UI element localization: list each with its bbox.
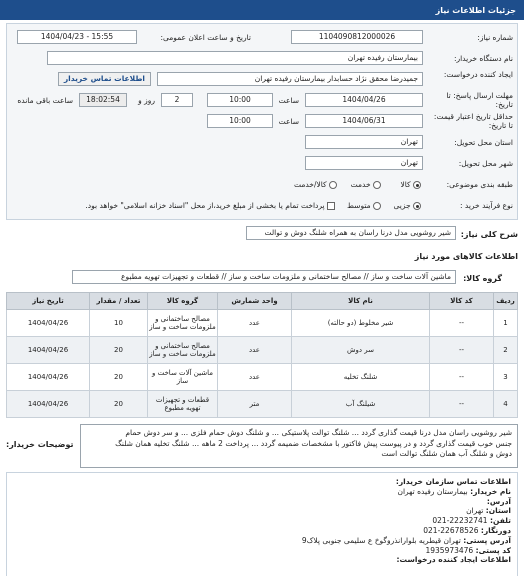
row-category <box>11 174 513 195</box>
remaining-time-field: 18:02:54 <box>79 93 127 107</box>
treasury-checkbox[interactable] <box>327 202 335 210</box>
treasury-option[interactable] <box>85 201 335 210</box>
process-medium-radio[interactable] <box>373 202 381 210</box>
cell-date: 1404/04/26 <box>7 391 90 418</box>
cell-index: 4 <box>494 391 518 418</box>
goods-section-header <box>6 250 518 264</box>
cell-code: -- <box>430 310 494 337</box>
row-buyer-name <box>11 48 513 69</box>
cell-name: سر دوش <box>292 337 430 364</box>
goods-table-wrap <box>6 292 518 418</box>
row-price-validity <box>11 111 513 132</box>
process-minor-radio[interactable] <box>413 202 421 210</box>
table-row[interactable] <box>7 310 518 337</box>
category-option-goods-service[interactable] <box>294 180 337 189</box>
cell-index: 2 <box>494 337 518 364</box>
col-name: نام کالا <box>292 293 430 310</box>
contact-panel <box>6 472 518 576</box>
cell-qty: 10 <box>90 310 148 337</box>
row-requester <box>11 69 513 90</box>
remaining-label: ساعت باقی مانده <box>17 96 73 105</box>
need-number-label: شماره نیاز: <box>477 33 513 42</box>
cell-group: قطعات و تجهیزات تهویه مطبوع <box>148 391 218 418</box>
cell-qty: 20 <box>90 337 148 364</box>
category-label: طبقه بندی موضوعی: <box>446 180 513 189</box>
response-deadline-label: مهلت ارسال پاسخ: تا تاریخ: <box>446 91 513 109</box>
general-desc-field[interactable]: شیر روشویی مدل درنا راسان به همراه شلنگ دوش و توالت <box>246 226 456 240</box>
table-header-row <box>7 293 518 310</box>
delivery-city-label: شهر محل تحویل: <box>458 159 513 168</box>
category-goods-service-radio[interactable] <box>329 181 337 189</box>
contact-phone-key: تلفن: <box>489 516 511 526</box>
general-desc-label: شرح کلی نیاز: <box>460 230 518 239</box>
price-validity-time-field[interactable]: 10:00 <box>207 114 273 128</box>
general-desc-section <box>6 224 518 246</box>
col-unit: واحد شمارش <box>218 293 292 310</box>
goods-group-label: گروه کالا: <box>463 274 502 283</box>
contact-postal-address-key: آدرس پستی: <box>463 535 511 545</box>
delivery-city-field[interactable]: تهران <box>305 156 423 170</box>
announce-datetime-field[interactable]: 1404/04/23 - 15:55 <box>17 30 137 44</box>
goods-group-row <box>6 268 518 290</box>
category-option-goods[interactable] <box>400 180 421 189</box>
cell-group: مصالح ساختمانی و ملزومات ساخت و ساز <box>148 310 218 337</box>
col-date: تاریخ نیاز <box>7 293 90 310</box>
category-goods-radio[interactable] <box>413 181 421 189</box>
cell-qty: 20 <box>90 364 148 391</box>
cell-date: 1404/04/26 <box>7 364 90 391</box>
treasury-note: پرداخت تمام یا بخشی از مبلغ خرید،از محل "اسناد خزانه اسلامی" خواهد بود. <box>85 201 325 210</box>
category-option-service[interactable] <box>351 180 381 189</box>
contact-phone-value: 021-22232741 <box>432 516 488 526</box>
delivery-province-field[interactable]: تهران <box>305 135 423 149</box>
cell-date: 1404/04/26 <box>7 310 90 337</box>
buyer-contact-button[interactable] <box>58 72 151 86</box>
cell-unit: متر <box>218 391 292 418</box>
contact-postal-code-value: 1935973476 <box>425 545 474 555</box>
buyer-notes-section <box>6 424 518 468</box>
cell-index: 3 <box>494 364 518 391</box>
contact-phone <box>13 516 511 526</box>
contact-address <box>13 497 511 507</box>
contact-fax-key: دورنگار: <box>480 525 511 535</box>
category-service-label: خدمت <box>350 180 371 189</box>
contact-postal-code <box>13 546 511 556</box>
col-group: گروه کالا <box>148 293 218 310</box>
row-response-deadline <box>11 90 513 111</box>
days-label: روز و <box>138 96 155 105</box>
page-header <box>0 0 524 20</box>
cell-group: ماشین آلات ساخت و ساز <box>148 364 218 391</box>
contact-postal-address-value: تهران قیطریه بلوارانذروگوخ ع سلیمی جنوبی پلاک9 <box>301 535 461 545</box>
table-row[interactable] <box>7 391 518 418</box>
goods-table <box>6 292 518 418</box>
cell-code: -- <box>430 391 494 418</box>
contact-name-key: نام خریدار: <box>470 486 511 496</box>
buyer-notes-line: شیر روشویی راسان مدل درنا قیمت گذاری گردد ... شلنگ توالت پلاستیکی ... و شلنگ دوش حمام فلزی ... و سر دوش حمام <box>125 428 512 437</box>
contact-postal-address <box>13 536 511 546</box>
category-goods-label: کالا <box>400 180 411 189</box>
purchase-process-label: نوع فرآیند خرید : <box>459 201 513 210</box>
buyer-name-label: نام دستگاه خریدار: <box>453 54 513 63</box>
announce-datetime-label: تاریخ و ساعت اعلان عمومی: <box>160 33 251 42</box>
goods-section-title: اطلاعات کالاهای مورد نیاز <box>414 252 518 261</box>
need-details-panel <box>6 23 518 220</box>
contact-address-key: آدرس: <box>486 496 511 506</box>
row-purchase-process <box>11 195 513 216</box>
cell-index: 1 <box>494 310 518 337</box>
cell-qty: 20 <box>90 391 148 418</box>
cell-group: مصالح ساختمانی و ملزومات ساخت و ساز <box>148 337 218 364</box>
buyer-notes-line: جنس خوب قیمت گذاری گردد و در پیوست پیش فاکتور با مشخصات ضمیمه گردد ... پرداخت 2 ماهه ... شلنگ تخلیه همان شلنگ <box>115 438 512 448</box>
contact-name-value: بیمارستان رفیده تهران <box>397 486 468 496</box>
col-index: ردیف <box>494 293 518 310</box>
cell-code: -- <box>430 364 494 391</box>
cell-code: -- <box>430 337 494 364</box>
buyer-notes-line: دوش و شلنگ آب همان شلنگ توالت است <box>381 449 512 458</box>
contact-buyer-name <box>13 487 511 497</box>
contact-fax-value: 021-22678526 <box>423 525 479 535</box>
buyer-notes-label: توضیحات خریدار: <box>6 440 74 449</box>
cell-name: شلنگ تخلیه <box>292 364 430 391</box>
cell-name: شیلنگ آب <box>292 391 430 418</box>
page-title: جزئیات اطلاعات نیاز <box>435 5 516 15</box>
response-time-field[interactable]: 10:00 <box>207 93 273 107</box>
requester-field[interactable]: جمیدرضا محقق نژاد حسابدار بیمارستان رفیده تهران <box>157 72 423 86</box>
response-time-label: ساعت <box>278 96 299 105</box>
buyer-name-field[interactable]: بیمارستان رفیده تهران <box>47 51 423 65</box>
process-medium-label: متوسط <box>347 201 371 210</box>
process-minor-label: جزیی <box>393 201 411 210</box>
delivery-province-label: استان محل تحویل: <box>454 138 513 147</box>
col-code: کد کالا <box>430 293 494 310</box>
creator-contact-title: اطلاعات ایجاد کننده درخواست: <box>396 555 511 565</box>
table-row[interactable] <box>7 337 518 364</box>
buyer-contact-button-label: اطلاعات تماس خریدار <box>63 74 145 83</box>
contact-province-key: استان: <box>485 506 511 516</box>
cell-unit: عدد <box>218 310 292 337</box>
cell-name: شیر مخلوط (دو حالته) <box>292 310 430 337</box>
cell-unit: عدد <box>218 364 292 391</box>
col-qty: تعداد / مقدار <box>90 293 148 310</box>
cell-date: 1404/04/26 <box>7 337 90 364</box>
category-service-radio[interactable] <box>373 181 381 189</box>
row-delivery-city <box>11 153 513 174</box>
cell-unit: عدد <box>218 337 292 364</box>
need-number-field[interactable]: 1104090812000026 <box>291 30 423 44</box>
price-validity-date-field[interactable]: 1404/06/31 <box>305 114 423 128</box>
contact-province <box>13 506 511 516</box>
table-row[interactable] <box>7 364 518 391</box>
buyer-contact-title: اطلاعات تماس سازمان خریدار: <box>395 477 511 486</box>
process-option-minor[interactable] <box>393 201 421 210</box>
row-delivery-province <box>11 132 513 153</box>
buyer-notes-box <box>80 424 518 468</box>
price-validity-label: حداقل تاریخ اعتبار قیمت: تا تاریخ: <box>433 112 513 130</box>
process-option-medium[interactable] <box>347 201 381 210</box>
goods-group-field[interactable]: ماشین آلات ساخت و ساز // مصالح ساختمانی و ملزومات ساخت و ساز // قطعات و تجهیزات تهویه مطبوع <box>72 270 456 284</box>
requester-label: ایجاد کننده درخواست: <box>443 70 513 79</box>
row-need-number <box>11 27 513 48</box>
price-validity-time-label: ساعت <box>278 117 299 126</box>
response-date-field[interactable]: 1404/04/26 <box>305 93 423 107</box>
contact-fax <box>13 526 511 536</box>
category-goods-service-label: کالا/خدمت <box>293 180 327 189</box>
contact-postal-code-key: کد پستی: <box>475 545 511 555</box>
response-days-field[interactable]: 2 <box>161 93 193 107</box>
contact-province-value: تهران <box>466 506 484 516</box>
